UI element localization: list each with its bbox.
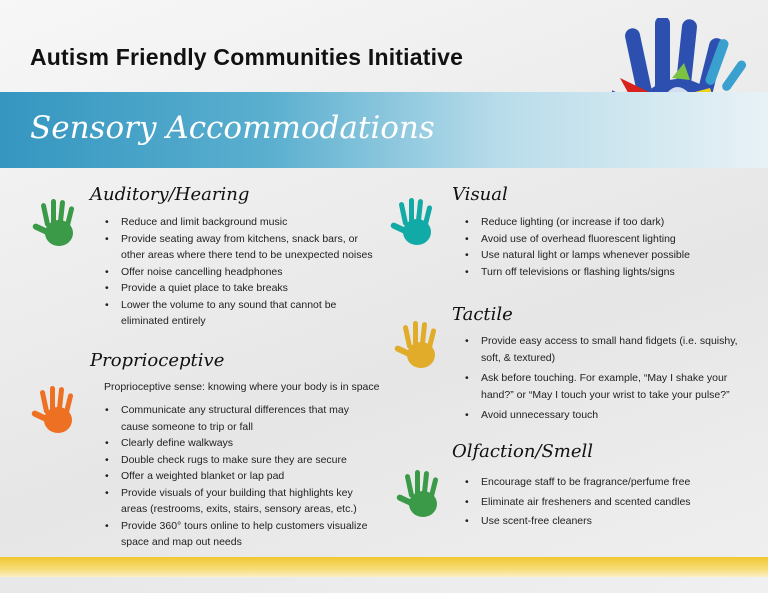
list-item: • Use scent-free cleaners (465, 513, 755, 530)
footer-band (0, 557, 768, 577)
list-item: • Reduce and limit background music (105, 214, 375, 231)
list-item: • Encourage staff to be fragrance/perfume free (465, 474, 755, 491)
list-item: • Provide seating away from kitchens, snack bars, or other areas where there tend to be unexpected noises (105, 231, 375, 264)
auditory-list (105, 214, 375, 330)
proprioceptive-list (105, 402, 375, 551)
auditory-heading: Auditory/Hearing (90, 184, 250, 205)
tactile-heading: Tactile (452, 304, 513, 325)
list-item: • Avoid use of overhead fluorescent lighting (465, 231, 755, 248)
list-item: • Turn off televisions or flashing lights/signs (465, 264, 755, 281)
list-item: • Clearly define walkways (105, 435, 375, 452)
tactile-list (465, 333, 755, 424)
list-item: • Provide a quiet place to take breaks (105, 280, 375, 297)
proprioceptive-heading: Proprioceptive (90, 350, 225, 371)
list-item: • Double check rugs to make sure they are secure (105, 452, 375, 469)
green-hand-icon (396, 465, 448, 523)
list-item: • Ask before touching. For example, “May I shake your hand?” or “May I touch your wrist to take your pulse?” (465, 370, 755, 403)
proprioceptive-intro: Proprioceptive sense: knowing where your body is in space (104, 381, 380, 393)
page-subtitle: Sensory Accommodations (30, 110, 435, 146)
list-item: • Lower the volume to any sound that cannot be eliminated entirely (105, 297, 375, 330)
teal-hand-icon (390, 193, 442, 251)
orange-hand-icon (30, 382, 85, 438)
list-item: • Eliminate air fresheners and scented candles (465, 494, 755, 511)
olfaction-list (465, 474, 755, 530)
list-item: • Offer noise cancelling headphones (105, 264, 375, 281)
list-item: • Use natural light or lamps whenever possible (465, 247, 755, 264)
list-item: • Provide 360° tours online to help customers visualize space and map out needs (105, 518, 375, 551)
list-item: • Offer a weighted blanket or lap pad (105, 468, 375, 485)
green-hand-icon (32, 195, 84, 251)
list-item: • Reduce lighting (or increase if too dark) (465, 214, 755, 231)
yellow-hand-icon (393, 315, 448, 375)
olfaction-heading: Olfaction/Smell (452, 441, 594, 462)
visual-list (465, 214, 755, 280)
list-item: • Provide easy access to small hand fidgets (i.e. squishy, soft, & textured) (465, 333, 755, 366)
list-item: • Provide visuals of your building that highlights key areas (restrooms, exits, stairs, sensory areas, etc.) (105, 485, 375, 518)
list-item: • Communicate any structural differences that may cause someone to trip or fall (105, 402, 375, 435)
list-item: • Avoid unnecessary touch (465, 407, 755, 424)
page-title: Autism Friendly Communities Initiative (30, 44, 464, 70)
visual-heading: Visual (452, 184, 508, 205)
